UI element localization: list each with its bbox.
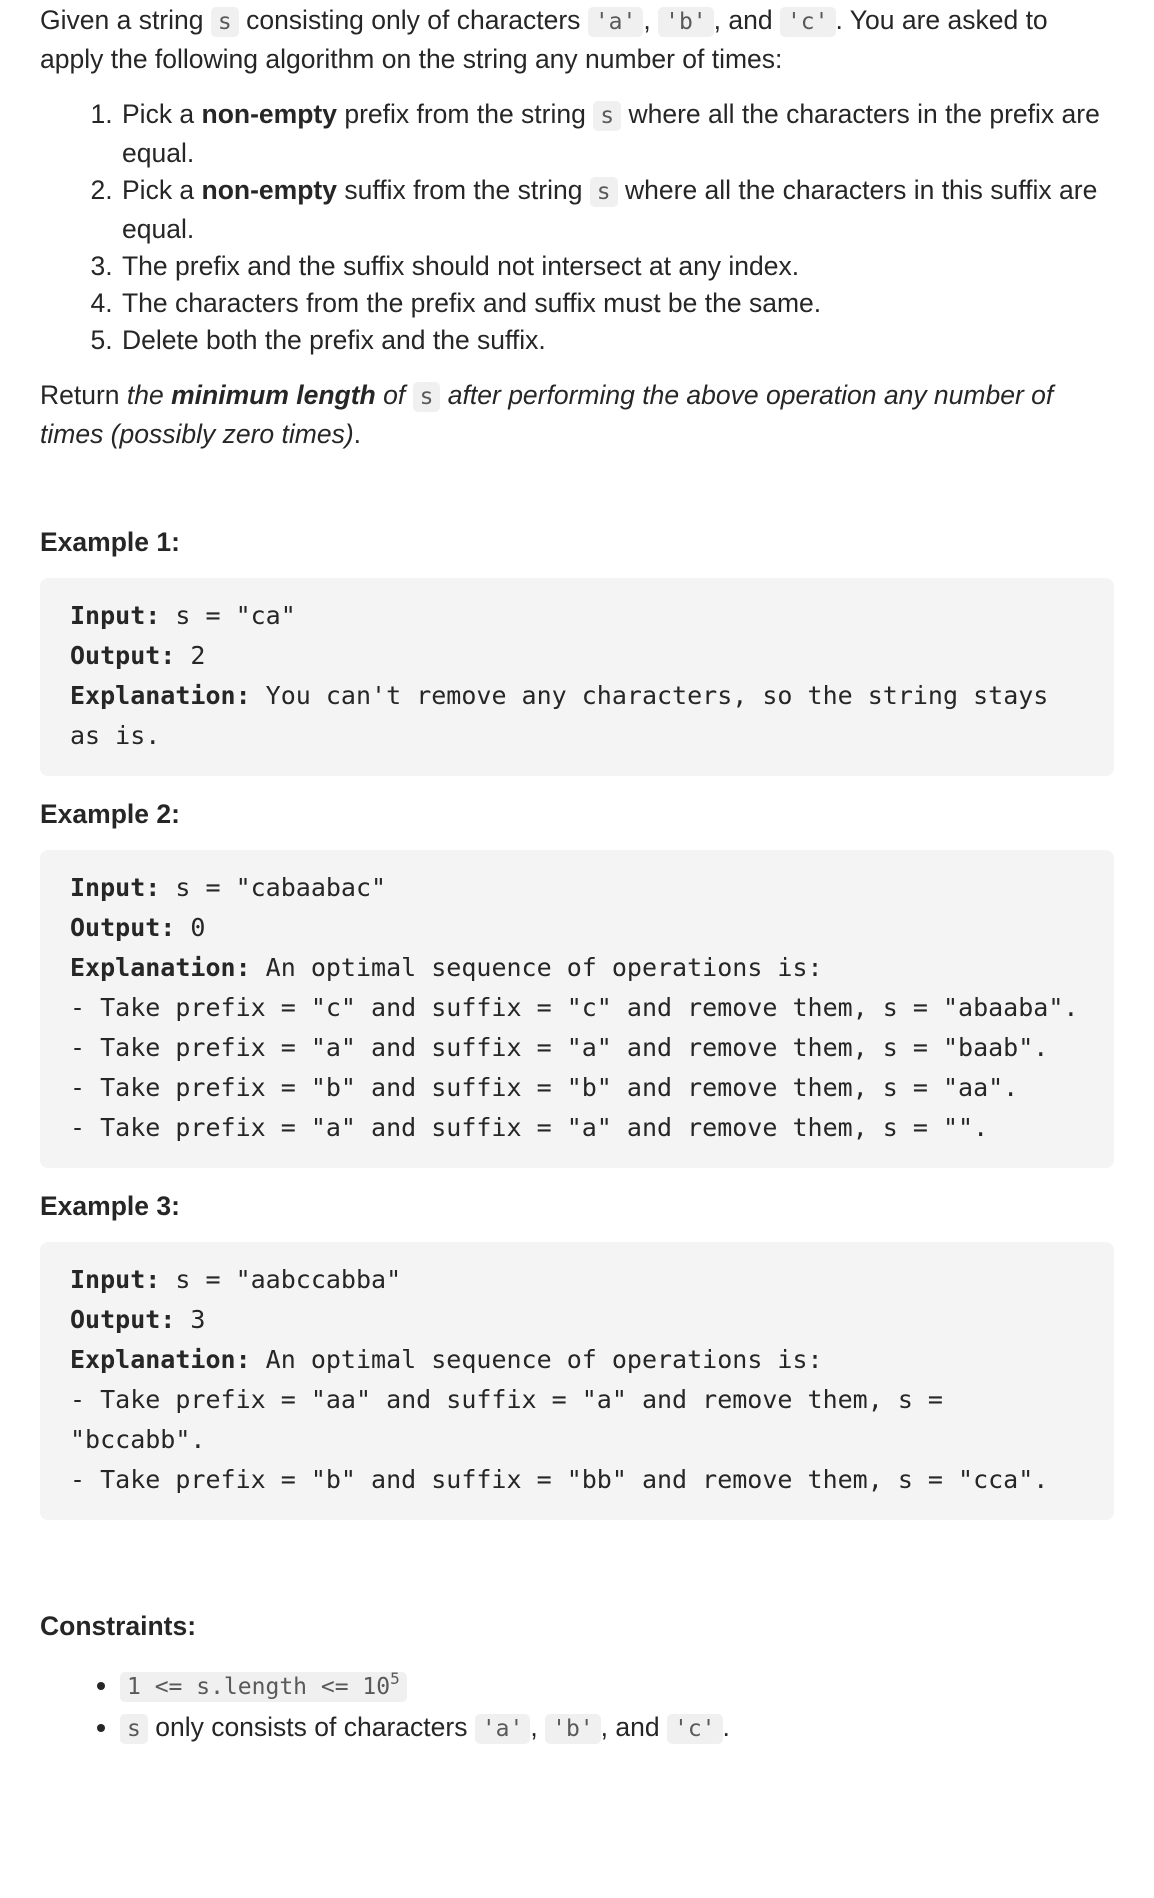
- step-item: [120, 172, 1114, 248]
- inline-code: 'c': [780, 7, 836, 37]
- output-value: 3: [175, 1305, 206, 1334]
- explanation-label: Explanation:: [70, 681, 251, 710]
- output-label: Output:: [70, 913, 176, 942]
- algorithm-steps: [40, 96, 1114, 359]
- step-text: where all the characters in this suffix are equal.: [122, 175, 1098, 244]
- constraint-text: .: [722, 1712, 730, 1742]
- intro-text: Given a string: [40, 5, 211, 35]
- inline-code: s: [120, 1714, 148, 1744]
- return-italic: after performing the above operation any number of times (possibly zero times): [40, 380, 1054, 449]
- inline-code: s: [590, 177, 618, 207]
- constraint-text: , and: [600, 1712, 667, 1742]
- explanation-text: An optimal sequence of operations is: - Take prefix = "aa" and suffix = "a" and remove them, s = "bccabb". - Take prefix = "b" and suffix = "bb" and remove them, s = "cca".: [70, 1345, 1049, 1494]
- constraint-text: ,: [530, 1712, 546, 1742]
- intro-text: ,: [643, 5, 659, 35]
- constraint-item: [120, 1665, 1114, 1707]
- example-box: [40, 578, 1114, 776]
- step-text: prefix from the string: [336, 99, 594, 129]
- input-value: s = "ca": [160, 601, 296, 630]
- input-label: Input:: [70, 1265, 161, 1294]
- constraints-title: Constraints:: [40, 1611, 197, 1641]
- step-text: suffix from the string: [336, 175, 590, 205]
- step-item: [120, 285, 1114, 322]
- input-label: Input:: [70, 873, 161, 902]
- example-box: [40, 1242, 1114, 1520]
- inline-code: [120, 1669, 407, 1702]
- return-text: of: [375, 380, 413, 410]
- example-title: Example 3:: [40, 1191, 180, 1221]
- step-item: [120, 96, 1114, 172]
- explanation-label: Explanation:: [70, 1345, 251, 1374]
- step-text: where all the characters in the prefix are equal.: [122, 99, 1100, 168]
- constraint-code: 1 <= s.length <= 10: [127, 1674, 391, 1700]
- inline-code: s: [413, 382, 441, 412]
- step-text: The prefix and the suffix should not intersect at any index.: [122, 251, 800, 281]
- input-value: s = "aabccabba": [160, 1265, 402, 1294]
- return-emphasis: minimum length: [171, 380, 376, 410]
- constraints-list: [40, 1665, 1114, 1749]
- step-item: [120, 322, 1114, 359]
- inline-code: 'b': [658, 7, 714, 37]
- step-emphasis: non-empty: [201, 99, 337, 129]
- output-label: Output:: [70, 641, 176, 670]
- example-box: [40, 850, 1114, 1168]
- output-value: 0: [175, 913, 206, 942]
- output-label: Output:: [70, 1305, 176, 1334]
- explanation-label: Explanation:: [70, 953, 251, 982]
- example-title: Example 1:: [40, 527, 180, 557]
- intro-text: . You are asked to apply the following algorithm on the string any number of times:: [40, 5, 1048, 74]
- step-text: The characters from the prefix and suffix must be the same.: [122, 288, 822, 318]
- inline-code: s: [593, 101, 621, 131]
- output-value: 2: [175, 641, 206, 670]
- constraint-item: [120, 1707, 1114, 1749]
- constraint-exponent: 5: [390, 1669, 400, 1688]
- return-italic: [127, 380, 413, 410]
- inline-code: 'c': [667, 1714, 723, 1744]
- intro-text: , and: [713, 5, 780, 35]
- input-label: Input:: [70, 601, 161, 630]
- example-title: Example 2:: [40, 799, 180, 829]
- constraint-text: only consists of characters: [147, 1712, 475, 1742]
- return-text: the: [126, 380, 172, 410]
- intro-paragraph: [40, 2, 1114, 78]
- inline-code: 'a': [588, 7, 644, 37]
- step-text: Pick a: [122, 99, 202, 129]
- inline-code: s: [211, 7, 239, 37]
- inline-code: 'a': [475, 1714, 531, 1744]
- explanation-text: An optimal sequence of operations is: - Take prefix = "c" and suffix = "c" and remove them, s = "abaaba". - Take prefix = "a" and suffix = "a" and remove them, s = "baab". - Take prefix = "b" and suffix = "b" and remove them, s = "aa". - Take prefix = "a" and suffix = "a" and remove them, s = "".: [70, 953, 1079, 1142]
- return-text: .: [353, 419, 362, 449]
- input-value: s = "cabaabac": [160, 873, 387, 902]
- inline-code: 'b': [545, 1714, 601, 1744]
- step-text: Pick a: [122, 175, 202, 205]
- intro-text: consisting only of characters: [238, 5, 588, 35]
- step-text: Delete both the prefix and the suffix.: [122, 325, 546, 355]
- return-paragraph: [40, 377, 1114, 453]
- return-text: Return: [40, 380, 127, 410]
- explanation-text: You can't remove any characters, so the string stays as is.: [70, 681, 1064, 750]
- step-item: [120, 248, 1114, 285]
- step-emphasis: non-empty: [201, 175, 337, 205]
